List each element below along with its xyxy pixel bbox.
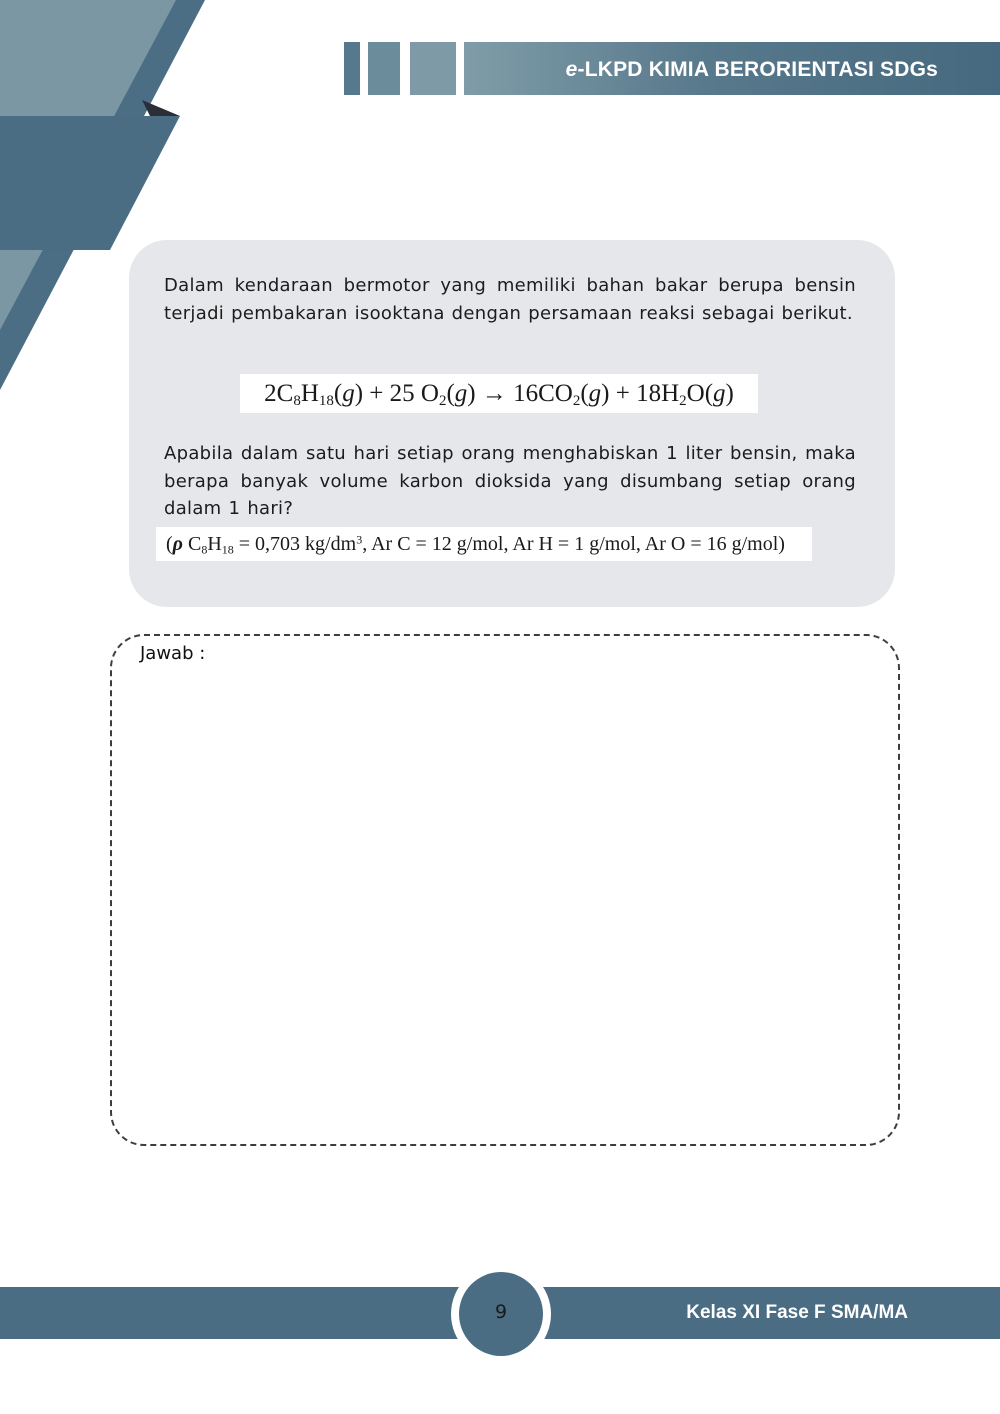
given-data	[156, 527, 812, 561]
reaction-equation	[240, 374, 758, 413]
question-prompt: Apabila dalam satu hari setiap orang menghabiskan 1 liter bensin, maka berapa banyak volume karbon dioksida yang disumbang setiap orang dalam 1 hari?	[164, 443, 856, 519]
given-data-text: (ρ $C_8H_{18} = 0,703$ $kg/dm^3$, Ar C = 12 g/mol, Ar H = 1 g/mol, Ar O = 16 g/mol)	[166, 532, 785, 557]
question-card	[129, 240, 895, 607]
question-intro: Dalam kendaraan bermotor yang memiliki bahan bakar berupa bensin terjadi pembakaran isooktana dengan persamaan reaksi sebagai berikut.	[164, 275, 856, 324]
header-stripe	[368, 42, 400, 95]
header-title	[566, 42, 938, 95]
page-number: 9	[459, 1272, 543, 1356]
header-stripe	[410, 42, 456, 95]
footer-class-info: Kelas XI Fase F SMA/MA	[686, 1302, 908, 1323]
header-title-prefix: e	[565, 58, 578, 81]
answer-label: Jawab :	[140, 643, 206, 664]
header-stripe	[344, 42, 360, 95]
equation-text: $2C_8H_{18}(g) + 25$ $O_2(g) \to 16CO_2(g) + 18H_2O(g)$	[264, 380, 734, 410]
answer-box[interactable]	[110, 634, 900, 1146]
header-title-text: -LKPD KIMIA BERORIENTASI SDGs	[577, 58, 938, 81]
header-bar	[464, 42, 1000, 95]
